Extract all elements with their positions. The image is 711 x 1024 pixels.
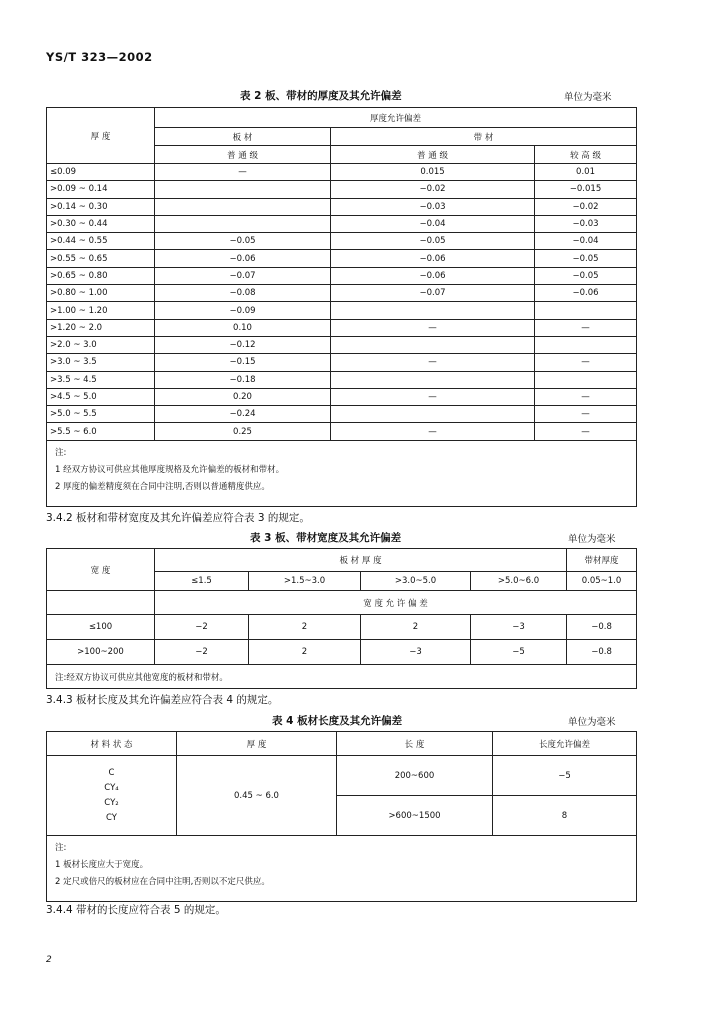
t3-strip-thickness-head: 带材厚度 xyxy=(567,549,637,572)
t2-thickness-cell: >5.5 ~ 6.0 xyxy=(47,423,155,440)
t2-strip-high-cell xyxy=(535,336,637,353)
t2-strip-high-head: 较 高 级 xyxy=(535,146,637,164)
t4-notes xyxy=(47,836,637,902)
t2-plate-normal-head: 普 通 级 xyxy=(155,146,331,164)
t2-plate-head: 板 材 xyxy=(155,128,331,146)
t2-note-2: 2 厚度的偏差精度须在合同中注明,否则以普通精度供应。 xyxy=(55,481,270,492)
table-row xyxy=(47,198,637,215)
t4-dev-head: 长度允许偏差 xyxy=(493,732,637,756)
t3-col-1: ≤1.5 xyxy=(155,572,249,591)
t2-plate-normal-cell: −0.08 xyxy=(155,285,331,302)
t2-strip-normal-cell: — xyxy=(331,388,535,405)
t4-states xyxy=(47,756,177,836)
table4-title: 表 4 板材长度及其允许偏差 xyxy=(272,715,403,727)
t2-note-1: 1 经双方协议可供应其他厚度规格及允许偏差的板材和带材。 xyxy=(55,464,285,475)
t2-strip-high-cell: — xyxy=(535,423,637,440)
table-row xyxy=(47,371,637,388)
t2-plate-normal-cell: −0.07 xyxy=(155,267,331,284)
t3-row2-v2: 2 xyxy=(249,640,361,665)
table-row xyxy=(47,215,637,232)
t2-thickness-cell: >1.00 ~ 1.20 xyxy=(47,302,155,319)
t2-plate-normal-cell: 0.20 xyxy=(155,388,331,405)
t2-strip-normal-cell: −0.06 xyxy=(331,267,535,284)
t3-note: 注:经双方协议可供应其他宽度的板材和带材。 xyxy=(47,665,637,689)
t4-state-c: C xyxy=(108,767,115,778)
t2-thickness-cell: >0.80 ~ 1.00 xyxy=(47,285,155,302)
t2-strip-normal-cell: — xyxy=(331,423,535,440)
table-row xyxy=(47,164,637,181)
table-row xyxy=(47,319,637,336)
table-row xyxy=(47,406,637,423)
t2-plate-normal-cell: 0.25 xyxy=(155,423,331,440)
t2-thickness-cell: >2.0 ~ 3.0 xyxy=(47,336,155,353)
table-row xyxy=(47,388,637,405)
t2-strip-high-cell: — xyxy=(535,388,637,405)
para-3-4-3: 3.4.3 板材长度及其允许偏差应符合表 4 的规定。 xyxy=(46,694,279,706)
t2-thickness-cell: >3.0 ~ 3.5 xyxy=(47,354,155,371)
t2-plate-normal-cell: −0.09 xyxy=(155,302,331,319)
t3-col-2: >1.5~3.0 xyxy=(249,572,361,591)
table3-title: 表 3 板、带材宽度及其允许偏差 xyxy=(250,532,402,544)
t4-state-head: 材 料 状 态 xyxy=(47,732,177,756)
t2-thickness-cell: >1.20 ~ 2.0 xyxy=(47,319,155,336)
table-row xyxy=(47,354,637,371)
t3-plate-thickness-head: 板 材 厚 度 xyxy=(155,549,567,572)
t2-strip-normal-cell: −0.06 xyxy=(331,250,535,267)
page-number: 2 xyxy=(46,955,52,965)
table4 xyxy=(46,731,637,902)
t3-row2-width: >100~200 xyxy=(47,640,155,665)
t2-strip-high-cell: 0.01 xyxy=(535,164,637,181)
t3-col-5: 0.05~1.0 xyxy=(567,572,637,591)
t2-thickness-cell: >0.55 ~ 0.65 xyxy=(47,250,155,267)
t2-thickness-cell: >0.09 ~ 0.14 xyxy=(47,181,155,198)
t3-row1-v1: −2 xyxy=(155,615,249,640)
t2-strip-high-cell xyxy=(535,302,637,319)
t4-state-cy2: CY₂ xyxy=(104,797,119,808)
t2-strip-normal-cell: −0.07 xyxy=(331,285,535,302)
t2-thickness-head: 厚 度 xyxy=(47,108,155,164)
t2-thickness-cell: >0.30 ~ 0.44 xyxy=(47,215,155,232)
t2-strip-high-cell: −0.015 xyxy=(535,181,637,198)
t2-strip-high-cell: — xyxy=(535,319,637,336)
t2-plate-normal-cell xyxy=(155,198,331,215)
t3-col-3: >3.0~5.0 xyxy=(361,572,471,591)
table3-unit: 单位为毫米 xyxy=(568,534,616,545)
t2-strip-normal-cell: −0.05 xyxy=(331,233,535,250)
t2-note-label: 注: xyxy=(55,447,67,458)
t2-strip-high-cell: −0.05 xyxy=(535,250,637,267)
table-row xyxy=(47,233,637,250)
table-row xyxy=(47,423,637,440)
t2-strip-normal-cell xyxy=(331,371,535,388)
t4-length-head: 长 度 xyxy=(337,732,493,756)
table3 xyxy=(46,548,637,689)
t2-strip-normal-cell xyxy=(331,336,535,353)
t2-notes xyxy=(47,440,637,506)
t2-strip-high-cell: — xyxy=(535,406,637,423)
t2-plate-normal-cell: −0.18 xyxy=(155,371,331,388)
t2-plate-normal-cell: −0.06 xyxy=(155,250,331,267)
table4-unit: 单位为毫米 xyxy=(568,717,616,728)
t2-strip-normal-cell xyxy=(331,406,535,423)
t4-thickness: 0.45 ~ 6.0 xyxy=(177,756,337,836)
t2-strip-high-cell: −0.05 xyxy=(535,267,637,284)
t3-allowable-head: 宽 度 允 许 偏 差 xyxy=(155,591,637,615)
t4-note-label: 注: xyxy=(55,843,67,853)
t2-thickness-cell: >3.5 ~ 4.5 xyxy=(47,371,155,388)
t2-allowable-head: 厚度允许偏差 xyxy=(155,108,637,128)
t3-row2-v1: −2 xyxy=(155,640,249,665)
para-3-4-2: 3.4.2 板材和带材宽度及其允许偏差应符合表 3 的规定。 xyxy=(46,512,310,524)
t2-plate-normal-cell xyxy=(155,181,331,198)
t2-thickness-cell: >0.44 ~ 0.55 xyxy=(47,233,155,250)
t2-strip-high-cell: −0.06 xyxy=(535,285,637,302)
t2-strip-normal-cell: −0.04 xyxy=(331,215,535,232)
t2-plate-normal-cell: −0.15 xyxy=(155,354,331,371)
t2-thickness-cell: >5.0 ~ 5.5 xyxy=(47,406,155,423)
t3-width-head: 宽 度 xyxy=(47,549,155,591)
t2-strip-normal-head: 普 通 级 xyxy=(331,146,535,164)
t3-row1-v4: −3 xyxy=(471,615,567,640)
t3-row1-v5: −0.8 xyxy=(567,615,637,640)
t2-plate-normal-cell: −0.12 xyxy=(155,336,331,353)
t4-note-2: 2 定尺或倍尺的板材应在合同中注明,否则以不定尺供应。 xyxy=(55,877,270,887)
t2-strip-normal-cell: — xyxy=(331,319,535,336)
t2-thickness-cell: ≤0.09 xyxy=(47,164,155,181)
t2-strip-head: 带 材 xyxy=(331,128,637,146)
t2-strip-high-cell: −0.02 xyxy=(535,198,637,215)
t3-row2-v3: −3 xyxy=(361,640,471,665)
t3-blank-cell xyxy=(47,591,155,615)
t2-strip-high-cell: — xyxy=(535,354,637,371)
table-row xyxy=(47,336,637,353)
table-row xyxy=(47,181,637,198)
table-row xyxy=(47,267,637,284)
t2-thickness-cell: >0.14 ~ 0.30 xyxy=(47,198,155,215)
table-row xyxy=(47,250,637,267)
t4-thickness-head: 厚 度 xyxy=(177,732,337,756)
t2-strip-normal-cell xyxy=(331,302,535,319)
t4-length-2: >600~1500 xyxy=(337,796,493,836)
t2-strip-normal-cell: −0.02 xyxy=(331,181,535,198)
t4-state-cy4: CY₄ xyxy=(104,782,119,793)
t2-plate-normal-cell: −0.05 xyxy=(155,233,331,250)
t2-strip-normal-cell: 0.015 xyxy=(331,164,535,181)
table-row xyxy=(47,285,637,302)
t4-state-cy: CY xyxy=(106,812,117,823)
t3-row2-v5: −0.8 xyxy=(567,640,637,665)
t3-col-4: >5.0~6.0 xyxy=(471,572,567,591)
t2-strip-high-cell: −0.04 xyxy=(535,233,637,250)
t2-strip-high-cell: −0.03 xyxy=(535,215,637,232)
t2-plate-normal-cell: 0.10 xyxy=(155,319,331,336)
t2-plate-normal-cell: — xyxy=(155,164,331,181)
t4-length-1: 200~600 xyxy=(337,756,493,796)
para-3-4-4: 3.4.4 带材的长度应符合表 5 的规定。 xyxy=(46,904,226,916)
t3-row1-width: ≤100 xyxy=(47,615,155,640)
t3-row1-v3: 2 xyxy=(361,615,471,640)
t3-row1-v2: 2 xyxy=(249,615,361,640)
t4-dev-2: 8 xyxy=(493,796,637,836)
table2-title: 表 2 板、带材的厚度及其允许偏差 xyxy=(240,90,402,102)
table-row xyxy=(47,302,637,319)
t2-strip-normal-cell: −0.03 xyxy=(331,198,535,215)
t2-plate-normal-cell xyxy=(155,215,331,232)
standard-code-header: YS/T 323—2002 xyxy=(46,50,153,64)
table2-unit: 单位为毫米 xyxy=(564,92,612,103)
t2-strip-normal-cell: — xyxy=(331,354,535,371)
t4-note-1: 1 板材长度应大于宽度。 xyxy=(55,860,149,870)
t2-thickness-cell: >4.5 ~ 5.0 xyxy=(47,388,155,405)
table2 xyxy=(46,107,637,507)
t2-thickness-cell: >0.65 ~ 0.80 xyxy=(47,267,155,284)
t2-plate-normal-cell: −0.24 xyxy=(155,406,331,423)
t4-dev-1: −5 xyxy=(493,756,637,796)
t3-row2-v4: −5 xyxy=(471,640,567,665)
t2-strip-high-cell xyxy=(535,371,637,388)
